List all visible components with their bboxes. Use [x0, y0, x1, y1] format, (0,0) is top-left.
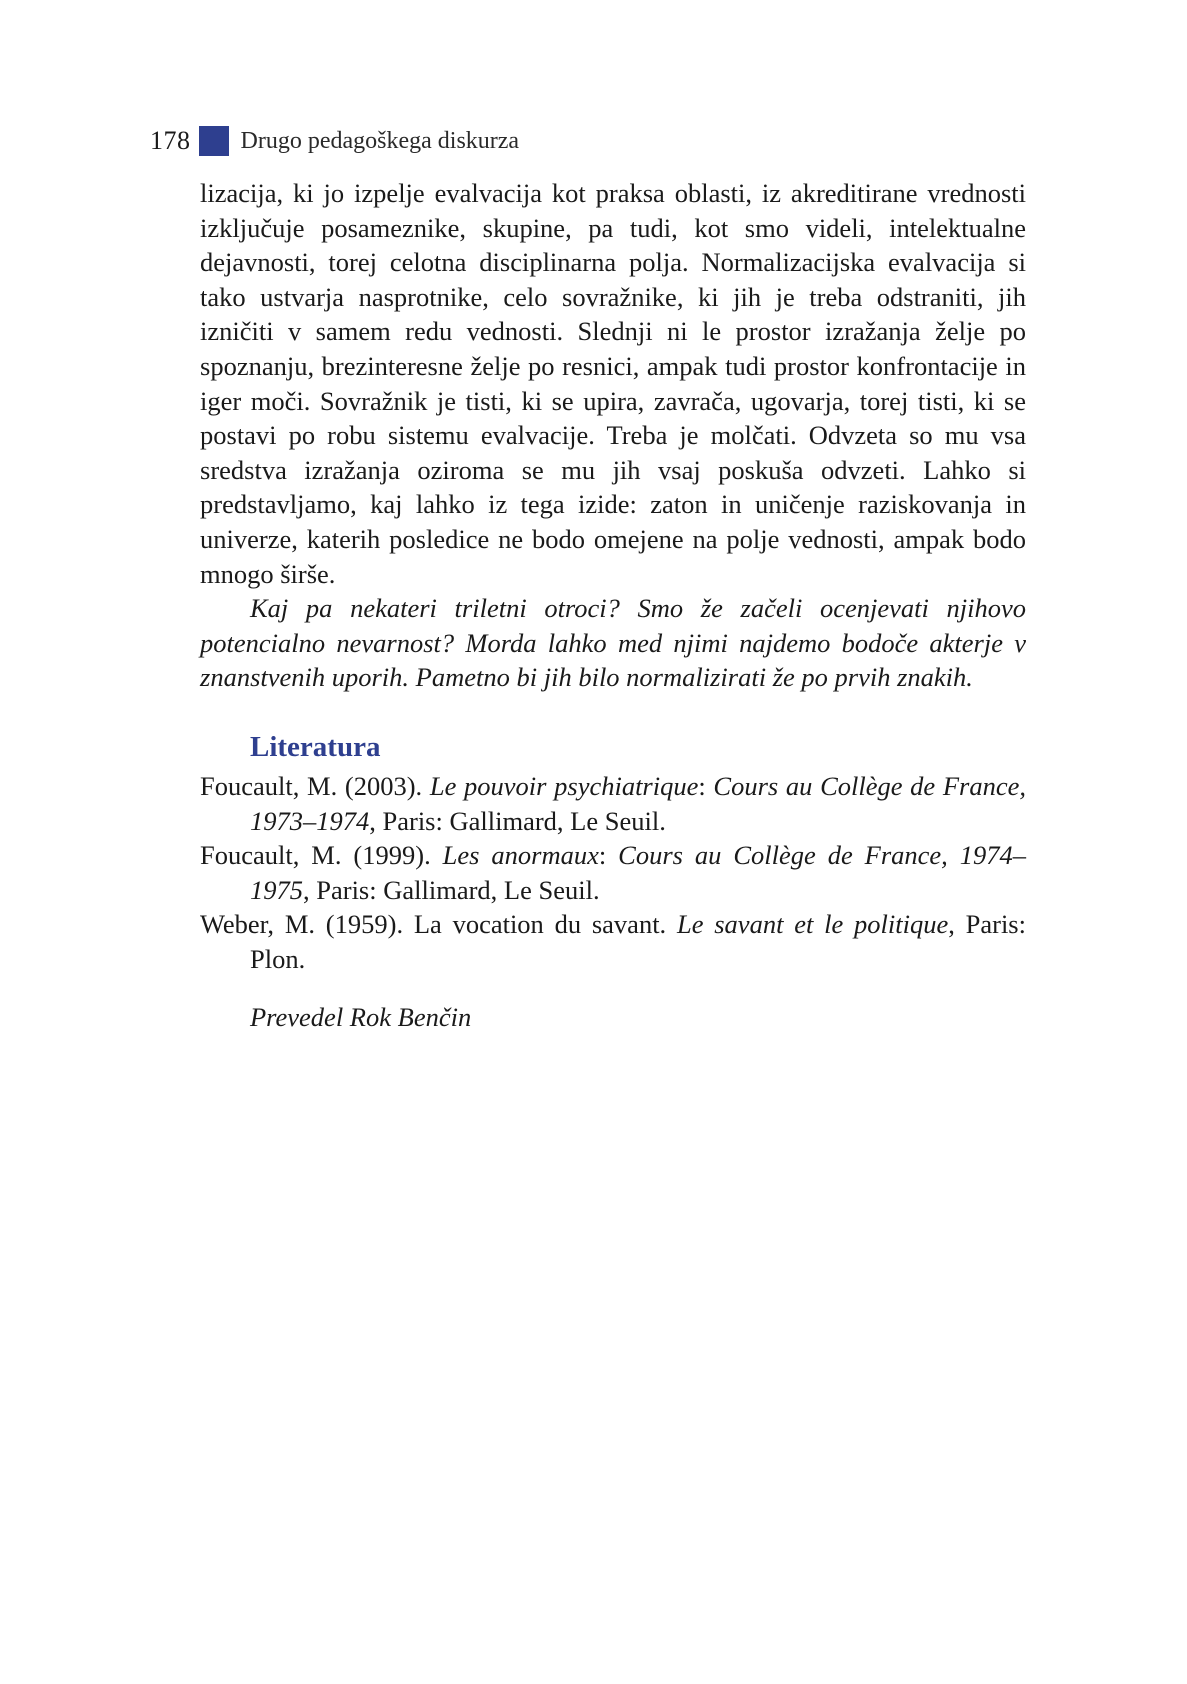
reference-separator: :	[598, 840, 619, 871]
reference-title: Le savant et le politique	[676, 909, 949, 940]
page-number: 178	[150, 126, 191, 155]
running-head	[150, 126, 519, 156]
page-content	[200, 176, 1026, 1035]
translator-credit: Prevedel Rok Benčin	[250, 1002, 472, 1033]
reference-item	[200, 838, 1026, 907]
reference-author: Foucault, M. (2003).	[200, 770, 430, 801]
blue-square-icon	[199, 126, 229, 156]
literature-heading: Literatura	[250, 730, 381, 763]
reference-item	[200, 907, 1026, 976]
reference-subtitle: Cours au Collège de France, 1974–1975	[250, 840, 1026, 905]
reference-list	[200, 769, 1026, 977]
reference-item	[200, 769, 1026, 838]
reference-author: Foucault, M. (1999).	[200, 840, 443, 871]
reference-title: Les anormaux	[442, 840, 599, 871]
reference-publisher: , Paris: Gallimard, Le Seuil.	[303, 874, 600, 905]
reference-author: Weber, M. (1959). La vocation du savant.	[200, 909, 677, 940]
reference-separator: :	[698, 770, 714, 801]
italic-paragraph: Kaj pa nekateri triletni otroci? Smo že začeli ocenjevati njihovo potencialno nevarnost? Morda lahko med njimi najdemo bodoče akterje v znanstvenih uporih. Pametno bi jih bilo normalizirati že po prvih znakih.	[200, 593, 1026, 693]
reference-subtitle: Cours au Collège de France, 1973–1974	[250, 770, 1026, 836]
reference-publisher: , Paris: Gallimard, Le Seuil.	[369, 805, 666, 836]
reference-title: Le pouvoir psychiatrique	[429, 770, 699, 801]
running-title: Drugo pedagoškega diskurza	[240, 127, 520, 154]
reference-publisher: , Paris: Plon.	[250, 909, 1026, 974]
body-paragraph: lizacija, ki jo izpelje evalvacija kot praksa oblasti, iz akreditirane vrednosti izključuje posameznike, skupine, pa tudi, kot smo videli, intelektualne dejavnosti, torej celotna disciplinarna polja. Normalizacijska evalvacija si tako ustvarja nasprotnike, celo sovražnike, ki jih je treba odstraniti, jih izničiti v samem redu vednosti. Slednji ni le prostor izražanja želje po spoznanju, brezinteresne želje po resnici, ampak tudi prostor konfrontacije in iger moči. Sovražnik je tisti, ki se upira, zavrača, ugovarja, torej tisti, ki se postavi po robu sistemu evalvacije. Treba je molčati. Odvzeta so mu vsa sredstva izražanja oziroma se mu jih vsaj poskuša odvzeti. Lahko si predstavljamo, kaj lahko iz tega izide: zaton in uničenje raziskovanja in univerze, katerih posledice ne bodo omejene na polje vednosti, ampak bodo mnogo širše.	[200, 178, 1026, 589]
